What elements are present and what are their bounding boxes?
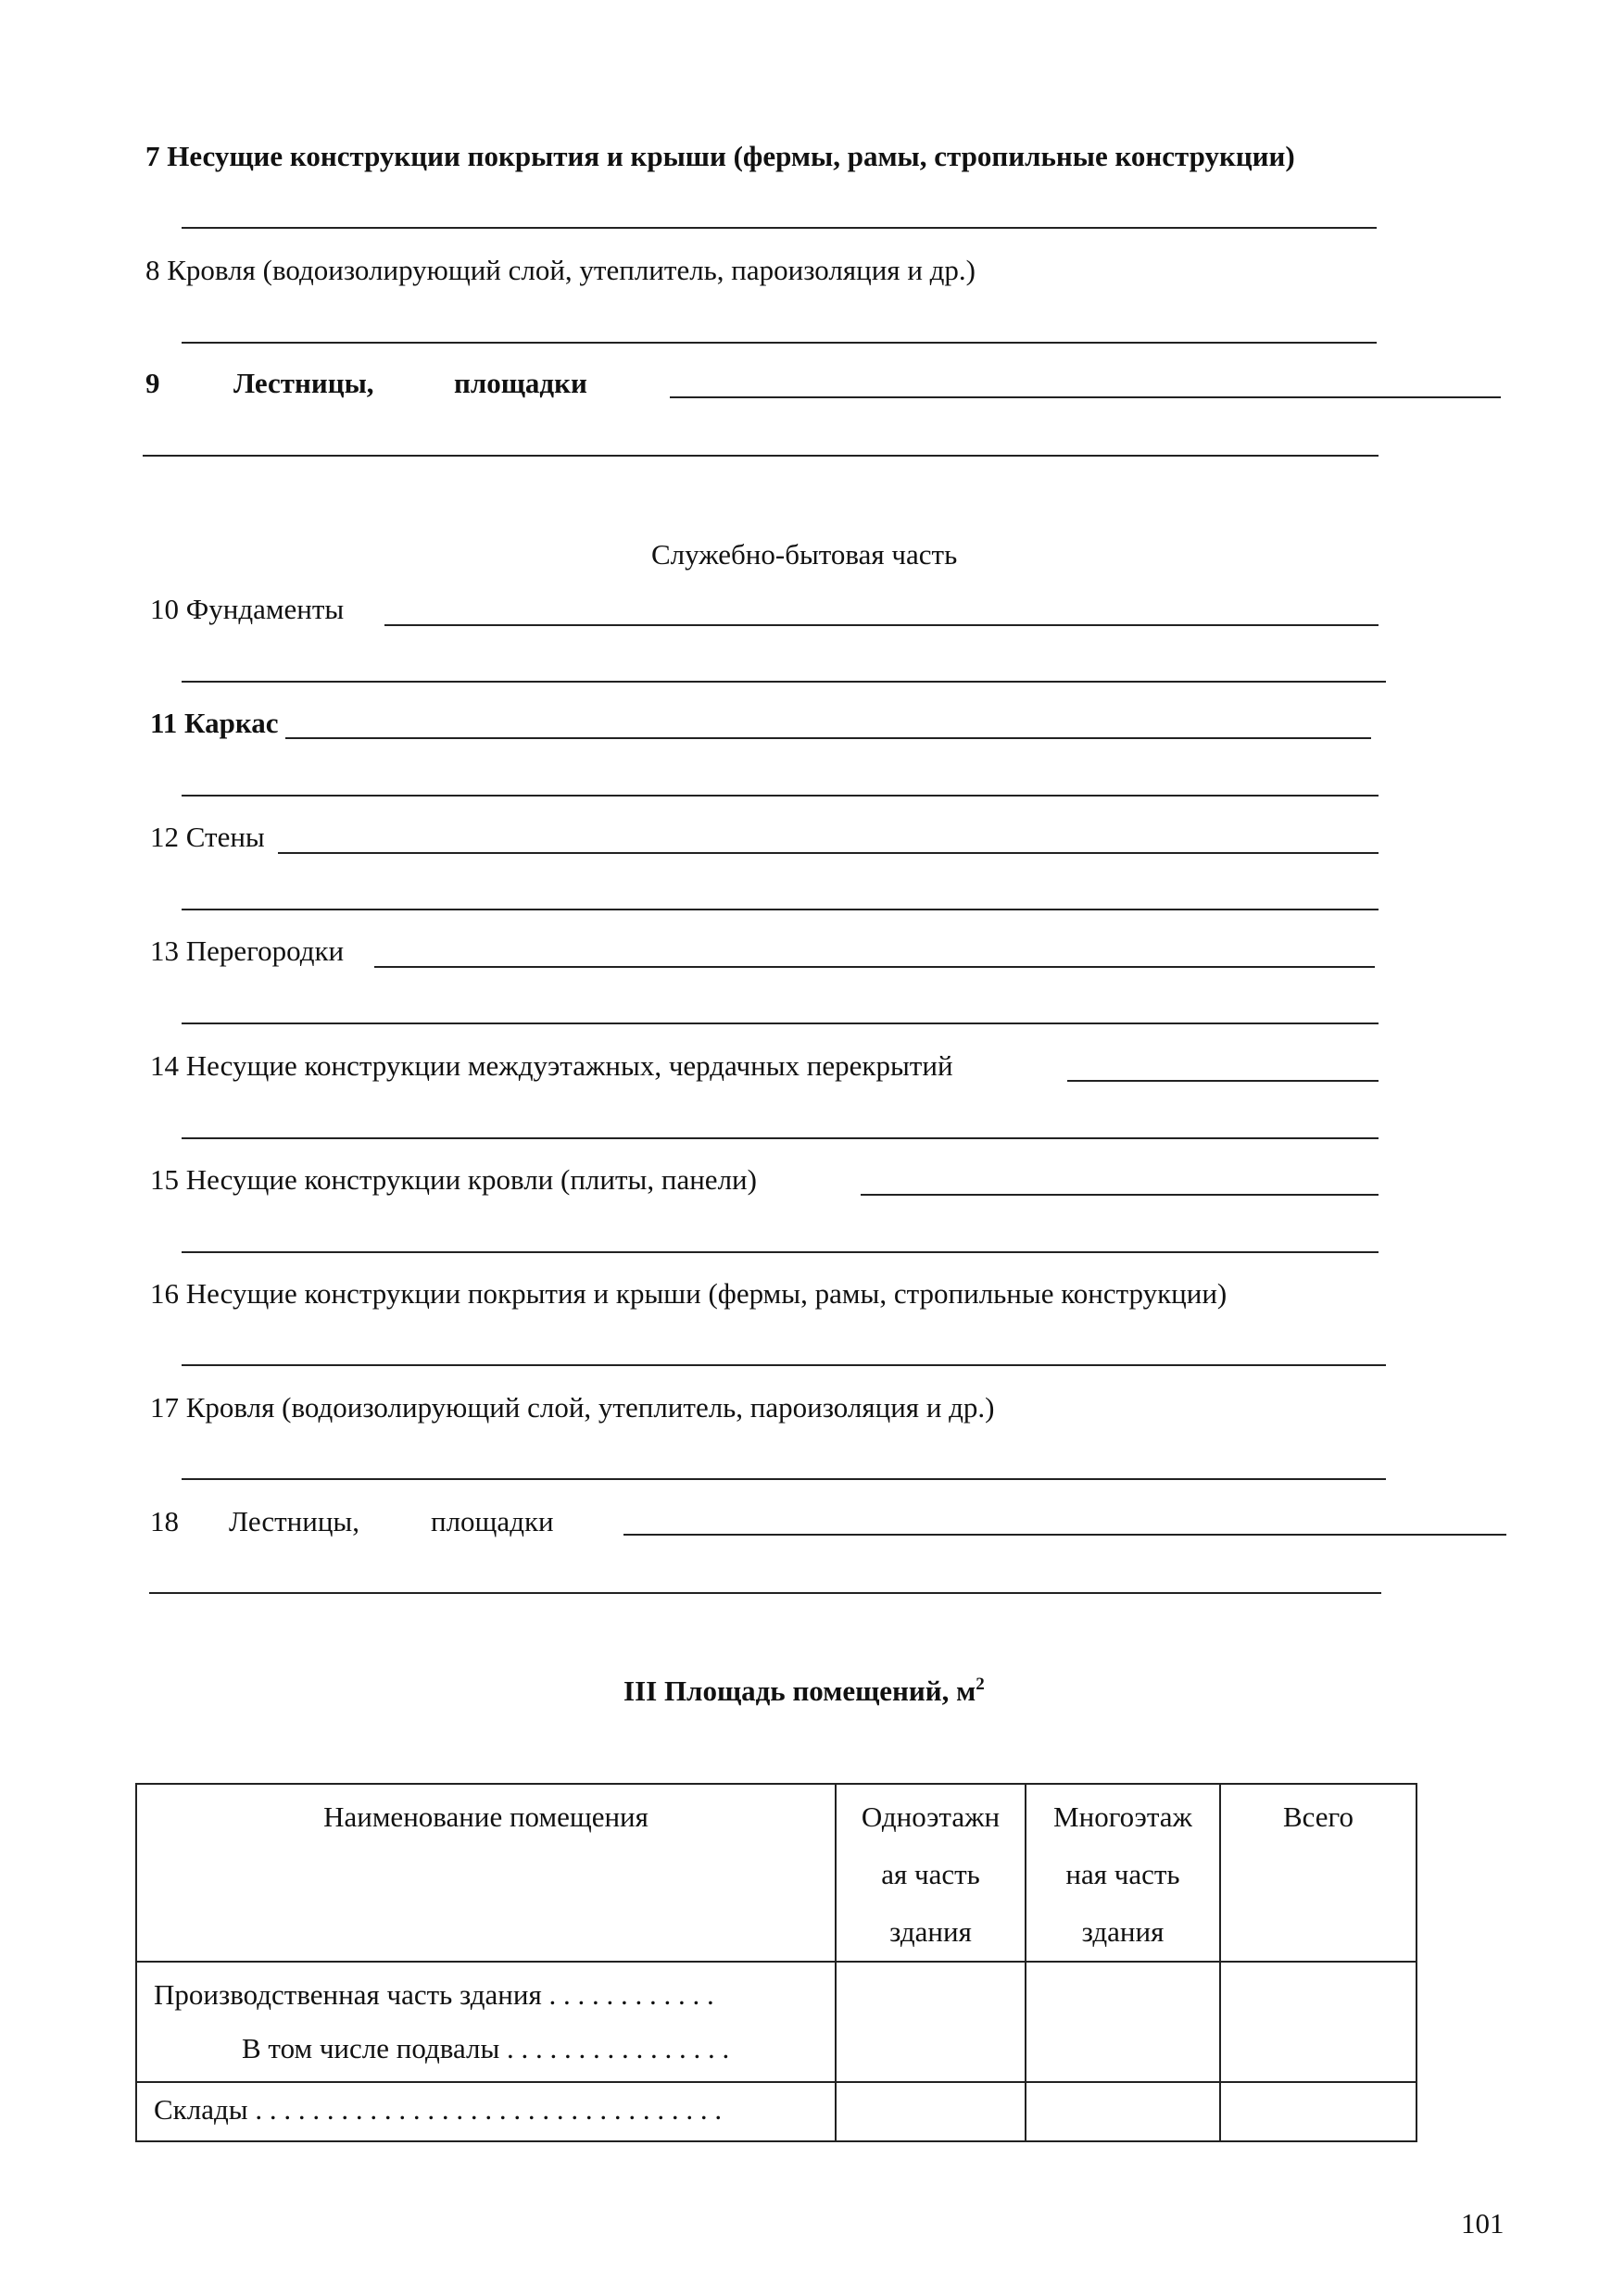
item-11-label: 11 Каркас [150,707,279,739]
item-18-number: 18 [150,1505,179,1537]
item-13-label: 13 Перегородки [150,935,345,967]
header-total: Всего [1220,1784,1416,1962]
item-12-line-2 [182,909,1379,910]
header-single-storey: Одноэтажн ая часть здания [836,1784,1026,1962]
item-7-label: 7 Несущие конструкции покрытия и крыши (фермы, рамы, стропильные конструкции) [145,140,1295,172]
cell-production-total[interactable] [1220,1962,1416,2082]
item-13-line-1 [374,966,1375,968]
table-header-row [136,1784,1416,1962]
item-16-line [182,1364,1386,1366]
header-multi-storey: Многоэтаж ная часть здания [1026,1784,1220,1962]
item-9-label-2: площадки [454,367,587,399]
rooms-area-table [135,1783,1417,2142]
item-16-label: 16 Несущие конструкции покрытия и крыши (фермы, рамы, стропильные конструкции) [150,1277,1228,1310]
item-12-label: 12 Стены [150,821,265,853]
cell-production-single[interactable] [836,1962,1026,2082]
cell-warehouses-multi[interactable] [1026,2082,1220,2141]
item-8-line [182,342,1377,344]
item-13-line-2 [182,1023,1379,1024]
item-12-line-1 [278,852,1379,854]
section-service-heading: Служебно-бытовая часть [651,538,958,571]
item-18-line-2 [149,1592,1381,1594]
item-18-label-1: Лестницы, [229,1505,359,1537]
item-11-line-1 [285,737,1371,739]
item-17-line [182,1478,1386,1480]
section-3-title: III Площадь помещений, м [623,1675,976,1707]
table-row [136,2082,1416,2141]
cell-production-multi[interactable] [1026,1962,1220,2082]
item-18-label-2: площадки [431,1505,554,1537]
cell-warehouses-total[interactable] [1220,2082,1416,2141]
item-18-line-1 [623,1534,1506,1536]
item-10-line-2 [182,681,1386,683]
item-9-line-1 [670,396,1501,398]
item-15-line-2 [182,1251,1379,1253]
item-14-label: 14 Несущие конструкции междуэтажных, чердачных перекрытий [150,1049,953,1082]
page-number: 101 [1461,2207,1505,2240]
row-production-name: Производственная часть здания . . . . . . . . . . . . В том числе подвалы . . . . . . . . . . . . . . . . [136,1962,836,2082]
item-15-line-1 [861,1194,1379,1196]
section-3-heading [623,1676,985,1705]
item-10-label: 10 Фундаменты [150,593,345,625]
item-10-line-1 [384,624,1379,626]
item-15-label: 15 Несущие конструкции кровли (плиты, панели) [150,1163,757,1196]
row-warehouses-name: Склады . . . . . . . . . . . . . . . . . . . . . . . . . . . . . . . . . [136,2082,836,2141]
item-9-line-2 [143,455,1379,457]
section-3-superscript: 2 [976,1675,985,1694]
item-9-label-1: Лестницы, [233,367,374,399]
header-room-name: Наименование помещения [136,1784,836,1962]
item-11-line-2 [182,795,1379,797]
item-7-line [182,227,1377,229]
item-14-line-1 [1067,1080,1379,1082]
item-14-line-2 [182,1137,1379,1139]
item-8-label: 8 Кровля (водоизолирующий слой, утеплитель, пароизоляция и др.) [145,254,976,286]
item-17-label: 17 Кровля (водоизолирующий слой, утеплитель, пароизоляция и др.) [150,1391,995,1424]
item-9-number: 9 [145,367,160,399]
cell-warehouses-single[interactable] [836,2082,1026,2141]
table-row [136,1962,1416,2082]
